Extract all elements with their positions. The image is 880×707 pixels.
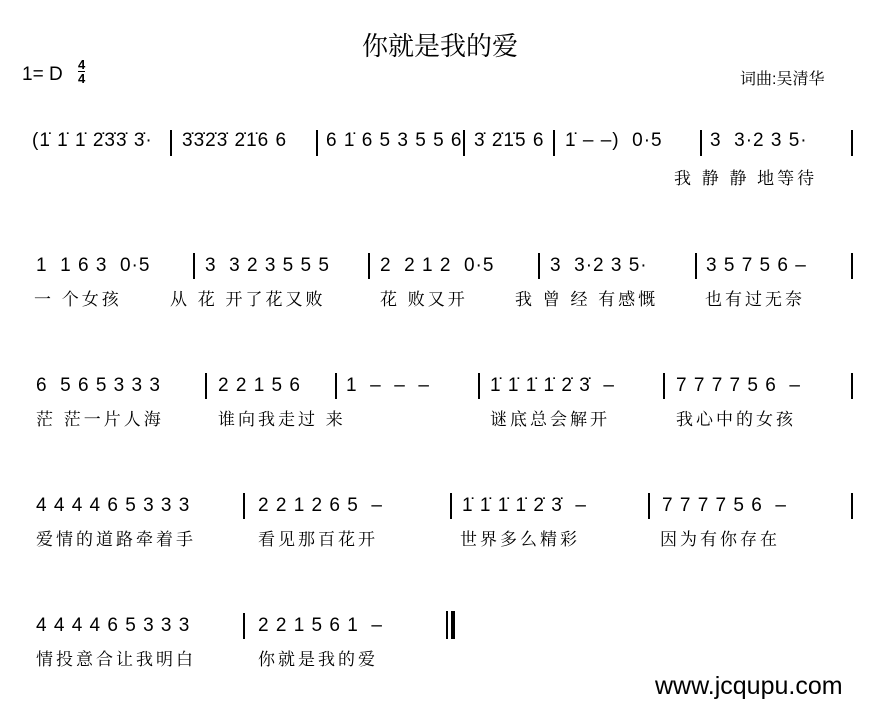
lyrics: 我 曾 经 有感慨 [515,290,659,309]
measure: 1̇ 1̇ 1̇ 1̇ 2̇ 3̇ – [490,375,615,396]
measure: 3 3·2 3 5· [710,130,808,151]
lyrics: 一 个女孩 [34,290,122,309]
barline [538,253,540,279]
lyrics: 也有过无奈 [705,290,805,309]
measure: 2 2 1 2 6 5 – [258,495,383,516]
barline [335,373,337,399]
measure: 7 7 7 7 5 6 – [676,375,801,396]
barline [368,253,370,279]
barline [851,373,853,399]
measure: 3̇3̇2̇3̇ 2̇1̇6 6 [182,130,288,151]
barline [851,253,853,279]
time-signature [78,58,85,85]
final-barline-thick [451,611,455,639]
measure: 1 1 6 3 0·5 [36,255,151,276]
lyrics: 谜底总会解开 [490,410,610,429]
lyrics: 茫 茫一片人海 [36,410,164,429]
barline [851,493,853,519]
measure: 1̇ 1̇ 1̇ 1̇ 2̇ 3̇ – [462,495,587,516]
lyrics: 情投意合让我明白 [36,650,196,669]
barline [463,130,465,156]
measure: 3̇ 2̇1̇5 6 [474,130,545,151]
measure: 3 3 2 3 5 5 5 [205,255,330,276]
measure: 4 4 4 4 6 5 3 3 3 [36,615,191,636]
lyrics: 我 静 静 地等待 [674,169,818,188]
measure: 2 2 1 5 6 [218,375,301,396]
measure: 7 7 7 7 5 6 – [662,495,787,516]
barline [648,493,650,519]
barline [695,253,697,279]
author: 词曲:吴清华 [740,71,825,88]
barline [700,130,702,156]
measure: 3 3·2 3 5· [550,255,648,276]
barline [316,130,318,156]
measure: 6 5 6 5 3 3 3 [36,375,161,396]
lyrics: 花 败又开 [380,290,468,309]
lyrics: 看见那百花开 [258,530,378,549]
watermark: www.jcqupu.com [655,672,843,700]
barline [243,493,245,519]
measure: 3 5 7 5 6 – [706,255,807,276]
lyrics: 爱情的道路牵着手 [36,530,196,549]
measure: 1 – – – [346,375,430,396]
final-barline-thin [446,611,448,639]
measure: 1̇ – –) 0·5 [565,130,663,151]
barline [243,613,245,639]
barline [205,373,207,399]
barline [553,130,555,156]
measure: (1̇ 1̇ 1̇ 2̇3̇3̇ 3̇· [32,130,153,151]
barline [170,130,172,156]
lyrics: 因为有你存在 [660,530,780,549]
time-top: 4 [78,57,86,72]
barline [478,373,480,399]
barline [450,493,452,519]
lyrics: 我心中的女孩 [676,410,796,429]
measure: 4 4 4 4 6 5 3 3 3 [36,495,191,516]
lyrics: 谁向我走过 来 [218,410,346,429]
key-signature: 1= D [22,64,63,85]
measure: 6 1̇ 6 5 3 5 5 6 [326,130,463,151]
barline [663,373,665,399]
barline [851,130,853,156]
measure: 2 2 1 5 6 1 – [258,615,383,636]
time-bottom: 4 [78,71,86,86]
song-title: 你就是我的爱 [361,31,518,61]
lyrics: 你就是我的爱 [258,650,378,669]
lyrics: 从 花 开了花又败 [170,290,326,309]
lyrics: 世界多么精彩 [460,530,580,549]
measure: 2 2 1 2 0·5 [380,255,495,276]
barline [193,253,195,279]
